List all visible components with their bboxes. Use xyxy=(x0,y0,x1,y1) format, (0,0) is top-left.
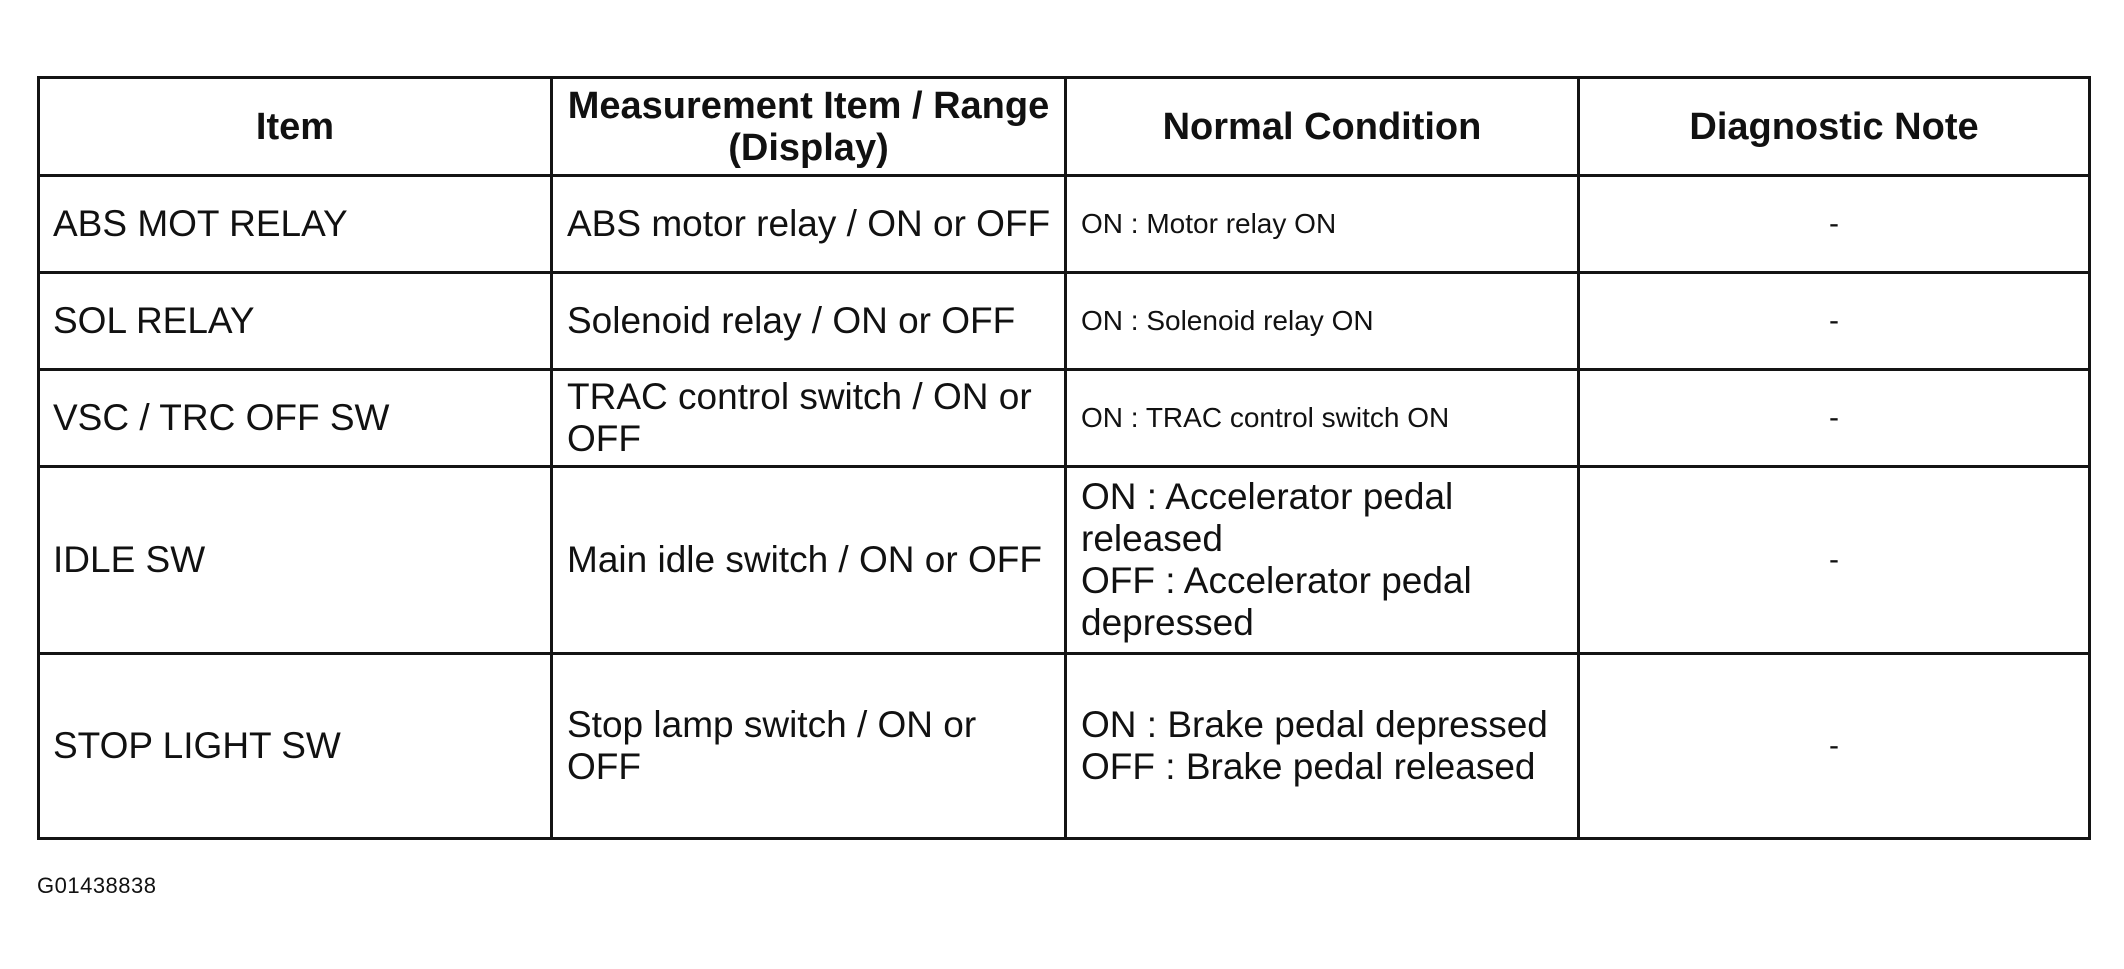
cell-normal-condition xyxy=(1066,654,1579,839)
header-measurement-range: Measurement Item / Range (Display) xyxy=(552,78,1066,176)
cell-item: VSC / TRC OFF SW xyxy=(39,370,552,467)
cell-diagnostic-note: - xyxy=(1579,176,2090,273)
condition-line-on: ON : Accelerator pedal released xyxy=(1081,476,1454,559)
condition-line-off: OFF : Accelerator pedal depressed xyxy=(1081,560,1472,643)
condition-line: ON : TRAC control switch ON xyxy=(1081,402,1450,433)
cell-diagnostic-note: - xyxy=(1579,273,2090,370)
table-header-row xyxy=(39,78,2090,176)
cell-measurement-range: Stop lamp switch / ON or OFF xyxy=(552,654,1066,839)
table-row xyxy=(39,467,2090,654)
cell-measurement-range: TRAC control switch / ON or OFF xyxy=(552,370,1066,467)
cell-normal-condition xyxy=(1066,370,1579,467)
cell-diagnostic-note: - xyxy=(1579,467,2090,654)
condition-line-off: OFF : Brake pedal released xyxy=(1081,746,1536,787)
cell-normal-condition xyxy=(1066,467,1579,654)
figure-id-label: G01438838 xyxy=(37,873,157,898)
header-normal-condition: Normal Condition xyxy=(1066,78,1579,176)
header-item: Item xyxy=(39,78,552,176)
cell-item: SOL RELAY xyxy=(39,273,552,370)
cell-item: IDLE SW xyxy=(39,467,552,654)
cell-diagnostic-note: - xyxy=(1579,654,2090,839)
diagnostic-data-table xyxy=(37,76,2091,840)
table-row xyxy=(39,654,2090,839)
condition-line: ON : Solenoid relay ON xyxy=(1081,305,1374,336)
condition-line: ON : Motor relay ON xyxy=(1081,208,1337,239)
header-diagnostic-note: Diagnostic Note xyxy=(1579,78,2090,176)
cell-item: STOP LIGHT SW xyxy=(39,654,552,839)
cell-normal-condition xyxy=(1066,176,1579,273)
cell-diagnostic-note: - xyxy=(1579,370,2090,467)
table-row xyxy=(39,370,2090,467)
condition-line-on: ON : Brake pedal depressed xyxy=(1081,704,1548,745)
table-row xyxy=(39,176,2090,273)
diagnostic-data-table-container xyxy=(37,76,2088,840)
cell-normal-condition xyxy=(1066,273,1579,370)
cell-measurement-range: Solenoid relay / ON or OFF xyxy=(552,273,1066,370)
cell-item: ABS MOT RELAY xyxy=(39,176,552,273)
table-row xyxy=(39,273,2090,370)
cell-measurement-range: Main idle switch / ON or OFF xyxy=(552,467,1066,654)
cell-measurement-range: ABS motor relay / ON or OFF xyxy=(552,176,1066,273)
